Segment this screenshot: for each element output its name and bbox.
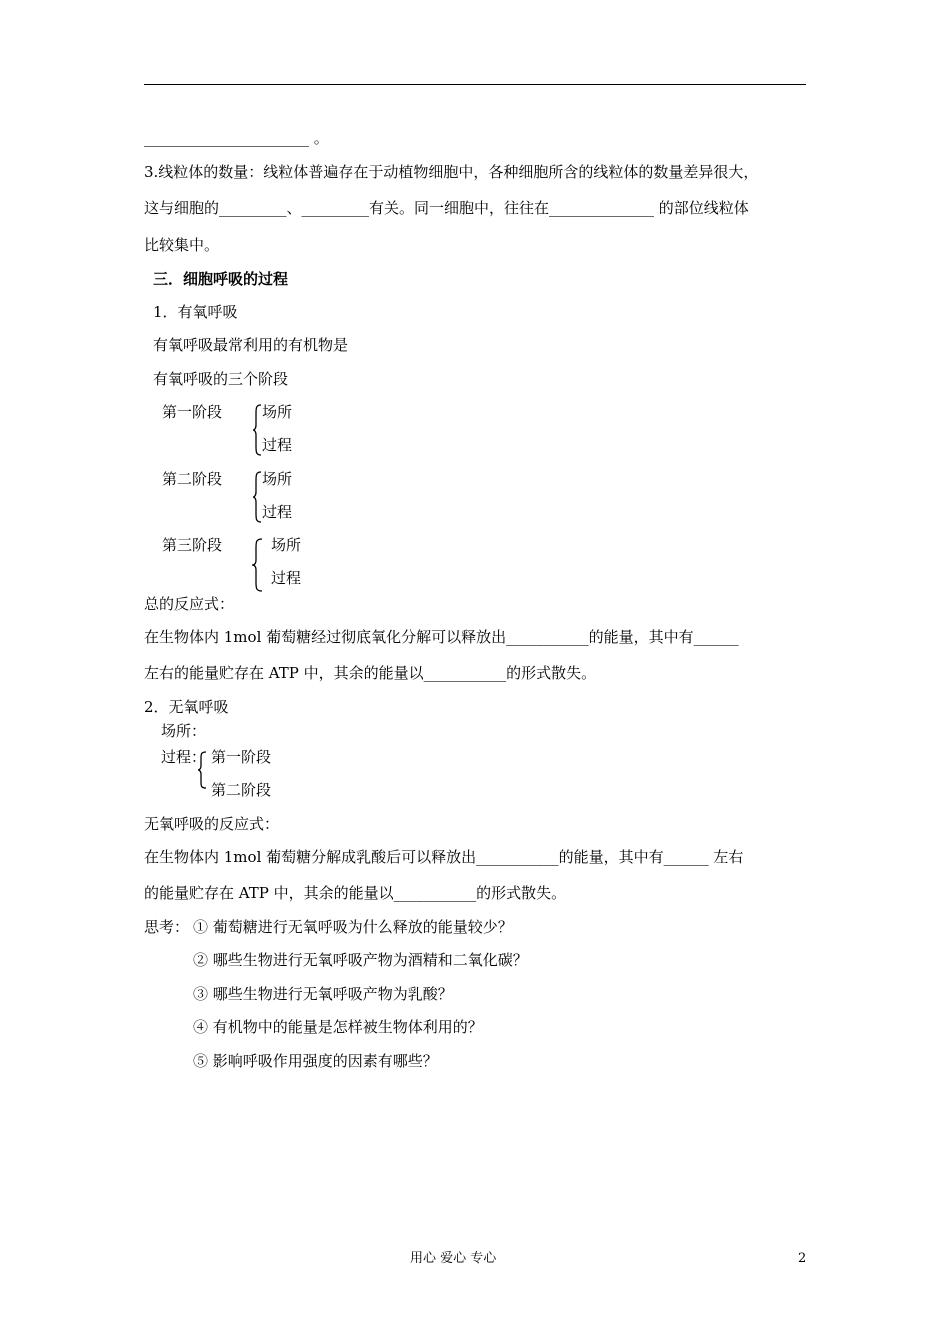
page-number: 2 bbox=[798, 1251, 807, 1266]
stage2-name: 第二阶段 bbox=[162, 470, 223, 488]
anaerobic-energy-line1: 在生物体内 1mol 葡萄糖分解成乳酸后可以释放出___________的能量，其中有______ 左右 bbox=[144, 848, 744, 866]
aerobic-title: 1．有氧呼吸 bbox=[153, 303, 238, 321]
stage3-site: 场所 bbox=[271, 536, 302, 554]
stage3-process: 过程 bbox=[271, 569, 302, 587]
think-item: ③ 哪些生物进行无氧呼吸产物为乳酸？ bbox=[193, 985, 453, 1003]
think-label: 思考： bbox=[144, 918, 190, 936]
stage2-site: 场所 bbox=[262, 470, 293, 488]
section3-line3: 比较集中。 bbox=[144, 236, 220, 254]
anaerobic-formula-label: 无氧呼吸的反应式： bbox=[144, 815, 280, 833]
blank-line: ______________________ 。 bbox=[144, 129, 329, 147]
anaerobic-process: 过程： bbox=[161, 748, 207, 766]
footer-motto: 用心 爱心 专心 bbox=[410, 1251, 497, 1266]
stage1-name: 第一阶段 bbox=[162, 403, 223, 421]
stage1-site: 场所 bbox=[262, 403, 293, 421]
anaerobic-stage1: 第一阶段 bbox=[211, 748, 272, 766]
aerobic-energy-line2: 左右的能量贮存在 ATP 中，其余的能量以___________的形式散失。 bbox=[144, 664, 597, 682]
think-item: ④ 有机物中的能量是怎样被生物体利用的？ bbox=[193, 1018, 483, 1036]
brace-icon bbox=[252, 404, 260, 456]
stage2-process: 过程 bbox=[262, 503, 293, 521]
section-heading: 三．细胞呼吸的过程 bbox=[153, 270, 289, 288]
section3-line2: 这与细胞的_________、_________有关。同一细胞中，往往在______________ 的部位线粒体 bbox=[144, 199, 749, 217]
anaerobic-site: 场所： bbox=[161, 722, 207, 740]
anaerobic-stage2: 第二阶段 bbox=[211, 781, 272, 799]
aerobic-formula-label: 总的反应式： bbox=[144, 595, 235, 613]
brace-icon bbox=[251, 538, 259, 592]
think-item: ① 葡萄糖进行无氧呼吸为什么释放的能量较少？ bbox=[193, 918, 513, 936]
stage3-name: 第三阶段 bbox=[162, 536, 223, 554]
anaerobic-energy-line2: 的能量贮存在 ATP 中，其余的能量以___________的形式散失。 bbox=[144, 884, 567, 902]
header-rule bbox=[144, 84, 806, 85]
brace-icon bbox=[252, 471, 260, 523]
section3-line1: 3.线粒体的数量：线粒体普遍存在于动植物细胞中，各种细胞所含的线粒体的数量差异很大， bbox=[144, 163, 759, 181]
aerobic-substrate: 有氧呼吸最常利用的有机物是 bbox=[153, 336, 349, 354]
brace-icon bbox=[197, 751, 205, 789]
stage1-process: 过程 bbox=[262, 436, 293, 454]
think-item: ⑤ 影响呼吸作用强度的因素有哪些？ bbox=[193, 1052, 438, 1070]
aerobic-energy-line1: 在生物体内 1mol 葡萄糖经过彻底氧化分解可以释放出___________的能量，其中有______ bbox=[144, 628, 739, 646]
anaerobic-title: 2．无氧呼吸 bbox=[144, 698, 229, 716]
aerobic-stages-intro: 有氧呼吸的三个阶段 bbox=[153, 370, 289, 388]
think-item: ② 哪些生物进行无氧呼吸产物为酒精和二氧化碳？ bbox=[193, 951, 528, 969]
